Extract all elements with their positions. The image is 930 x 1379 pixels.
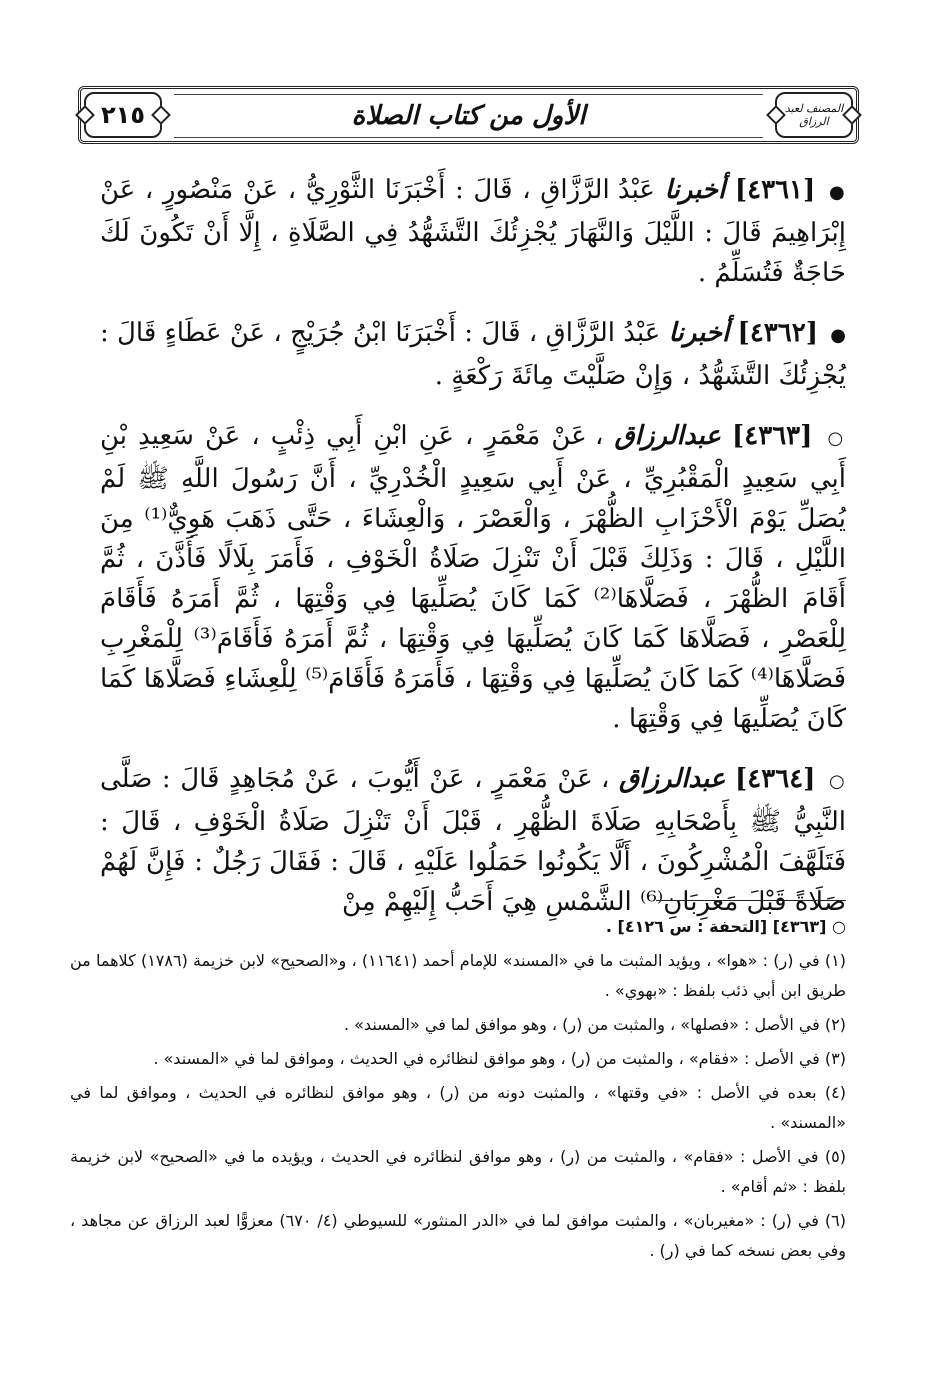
- tuhfa-reference: ○ [٤٣٦٣] [التحفة : س ٤١٢٦] .: [605, 917, 846, 936]
- hadith-number: [٤٣٦٤]: [734, 764, 816, 794]
- hadith-number: [٤٣٦٢]: [737, 318, 818, 348]
- hadith-text: عَبْدُ الرَّزَّاقِ ، قَالَ : أَخْبَرَنَا الثَّوْرِيُّ ، عَنْ مَنْصُورٍ ، عَنْ إِبْرَاهِيمَ قَالَ : اللَّيْلَ وَالنَّهَارَ يُجْزِئُكَ التَّشَهُّدُ فِي الصَّلَاةِ ، إِلَّا أَنْ تَكُونَ لَكَ حَاجَةٌ فَتُسَلِّمُ .: [100, 175, 846, 288]
- footnote: (٦) في (ر) : «مغيربان» ، والمثبت موافق لما في «الدر المنثور» للسيوطي (٤/ ٦٧٠) معزوًّا لعبد الرزاق عن مجاهد ، وفي بعض نسخه كما في (ر) .: [70, 1211, 846, 1260]
- hadith-body: [100, 170, 846, 942]
- entry-marker: ●: [828, 182, 847, 203]
- logo-text: المصنف لعبد الرزاق: [784, 102, 844, 128]
- running-title: الأول من كتاب الصلاة: [174, 94, 763, 138]
- hadith-lead: أخبرنا: [668, 318, 730, 348]
- hadith-lead: عبدالرزاق: [618, 764, 726, 794]
- hadith-text: عَبْدُ الرَّزَّاقِ ، قَالَ : أَخْبَرَنَا ابْنُ جُرَيْجٍ ، عَنْ عَطَاءٍ قَالَ : يُجْزِئُكَ التَّشَهُّدُ ، وَإِنْ صَلَّيْتَ مِائَةَ رَكْعَةٍ .: [100, 318, 846, 391]
- page-header: [78, 86, 859, 144]
- footnotes: [70, 912, 846, 1270]
- hadith-entry: [100, 759, 846, 922]
- entry-marker: ○: [827, 428, 846, 449]
- footnote: (٢) في الأصل : «فصلها» ، والمثبت من (ر) ، وهو موافق لما في «المسند» .: [343, 1015, 846, 1034]
- hadith-text: ، عَنْ مَعْمَرٍ ، عَنْ أَيُّوبَ ، عَنْ مُجَاهِدٍ قَالَ : صَلَّى النَّبِيُّ ﷺ بِأَصْحَابِهِ صَلَاةَ الظُّهْرِ ، قَبْلَ أَنْ تَنْزِلَ صَلَاةُ الْخَوْفِ ، قَالَ : فَتَلَهَّفَ الْمُشْرِكُونَ ، أَلَّا يَكُونُوا حَمَلُوا عَلَيْهِ ، قَالَ : فَقَالَ رَجُلٌ : فَإِنَّ لَهُمْ صَلَاةً قَبْلَ مَغْرِبَانِ⁽⁶⁾ الشَّمْسِ هِيَ أَحَبُّ إِلَيْهِمْ مِنْ: [100, 764, 846, 917]
- hadith-text: ، عَنْ مَعْمَرٍ ، عَنِ ابْنِ أَبِي ذِئْبٍ ، عَنْ سَعِيدِ بْنِ أَبِي سَعِيدٍ الْمَقْبُرِيِّ ، عَنْ أَبِي سَعِيدٍ الْخُدْرِيِّ ، أَنَّ رَسُولَ اللَّهِ ﷺ لَمْ يُصَلِّ يَوْمَ الْأَحْزَابِ الظُّهْرَ ، وَالْعَصْرَ ، وَالْعِشَاءَ ، حَتَّى ذَهَبَ هَوِيٌّ⁽¹⁾ مِنَ اللَّيْلِ ، قَالَ : وَذَلِكَ قَبْلَ أَنْ تَنْزِلَ صَلَاةُ الْخَوْفِ ، فَأَمَرَ بِلَالًا فَأَذَّنَ ، ثُمَّ أَقَامَ الظُّهْرَ ، فَصَلَّاهَا⁽²⁾ كَمَا كَانَ يُصَلِّيهَا فِي وَقْتِهَا ، ثُمَّ أَمَرَهُ فَأَقَامَ لِلْعَصْرِ ، فَصَلَّاهَا كَمَا كَانَ يُصَلِّيهَا فِي وَقْتِهَا ، ثُمَّ أَمَرَهُ فَأَقَامَ⁽³⁾ لِلْمَغْرِبِ فَصَلَّاهَا⁽⁴⁾ كَمَا كَانَ يُصَلِّيهَا فِي وَقْتِهَا ، فَأَمَرَهُ فَأَقَامَ⁽⁵⁾ لِلْعِشَاءِ فَصَلَّاهَا كَمَا كَانَ يُصَلِّيهَا فِي وَقْتِهَا .: [100, 421, 847, 734]
- footnote: (١) في (ر) : «هوا» ، ويؤيد المثبت ما في «المسند» للإمام أحمد (١١٦٤١) ، و«الصحيح» لابن خزيمة (١٧٨٦) كلاهما من طريق ابن أبي ذئب بلفظ : «بهوي» .: [70, 951, 846, 1000]
- page-number: ٢١٥: [101, 101, 145, 129]
- entry-marker: ●: [830, 325, 847, 346]
- hadith-lead: عبدالرزاق: [614, 421, 721, 451]
- page-number-cartouche: [84, 92, 162, 138]
- footnote: (٥) في الأصل : «فقام» ، والمثبت من (ر) ، وهو موافق لنظائره في الحديث ، ويؤيده ما في «الصحيح» لابن خزيمة بلفظ : «ثم أقام» .: [70, 1147, 846, 1196]
- entry-marker: ○: [829, 771, 847, 792]
- hadith-entry: [100, 313, 846, 396]
- hadith-entry: [100, 416, 846, 739]
- hadith-lead: أخبرنا: [664, 175, 726, 205]
- hadith-number: [٤٣٦٣]: [731, 421, 813, 451]
- footnote-divider: [656, 900, 846, 901]
- logo-cartouche: [775, 92, 853, 138]
- hadith-entry: [100, 170, 846, 293]
- footnote: (٣) في الأصل : «فقام» ، والمثبت من (ر) ، وهو موافق لنظائره في الحديث ، وموافق لما في «المسند» .: [153, 1049, 846, 1068]
- footnote: (٤) بعده في الأصل : «في وقتها» ، والمثبت دونه من (ر) ، وهو موافق لنظائره في الحديث ، وموافق لما في «المسند» .: [70, 1083, 846, 1132]
- hadith-number: [٤٣٦١]: [734, 175, 816, 205]
